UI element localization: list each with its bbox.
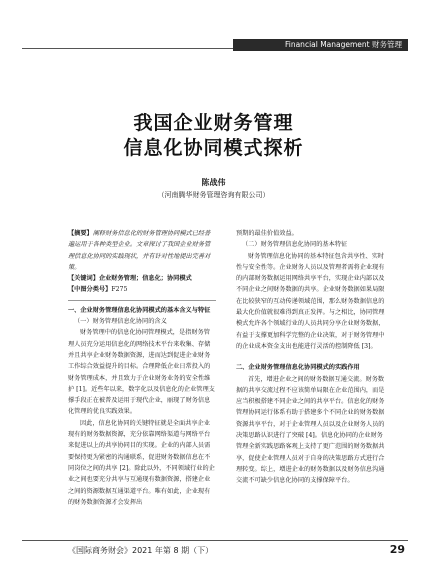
- keywords: [68, 273, 216, 284]
- abstract-label: 【摘要】: [68, 230, 93, 237]
- classification-code: F275: [111, 286, 128, 294]
- abstract-divider: [68, 300, 216, 301]
- abstract-text: 阐释财务信息化的财务管理协同模式已经普遍运用于各种类型企业。文章探讨了我国企业财务管理信息化协同的实践现状，并有针对性地提出完善对策。: [68, 230, 211, 271]
- right-column: [236, 228, 386, 487]
- classification: [68, 284, 216, 295]
- keywords-label: 【关键词】: [68, 275, 99, 283]
- keywords-text: 企业财务管理；信息化；协同模式: [98, 275, 192, 283]
- section-2-heading: 二、企业财务管理信息化协同模式的实践作用: [236, 364, 360, 372]
- author-affiliation: （河南腾华财务管理咨询有限公司）: [157, 191, 270, 199]
- paragraph: 首先，增进企业之间的财务数据互通交流。财务数据的共享交流过程不应该简单局限在企业范围内，而是应当积极搭建不同企业之间的共享平台。信息化的财务管理协同运行体系有助于搭建多个不同企业的财务数据资源共享平台，对于企业管理人员以及企业财务人员的决策思路认识进行了突破 [4]。信息化协同的企业财务管理全新实践思路客观上支持了更广范围的财务数据共享，促使企业管理人员对于自身的决策思路方式进行合理转变。综上，增进企业的财务数据以及财务信息沟通交流不可缺少信息化协同的支撑保障平台。: [236, 375, 385, 485]
- paragraph: 因此，信息化协同的关键特征就是全面共享企业现有的财务数据资源，充分依靠网络渠道与网络平台来促进以上的共享协同目的实现。企业的内部人员需要保持更为紧密的沟通联系，促进财务数据信息在不同岗位之间的共享 [2]。除此以外，不同领域行业的企业之间也要充分共享与互通现有数据资源，搭建企业之间的资源数据互通渠道平台。唯有如此，企业现有的财务数据资源才会发挥出: [68, 419, 215, 506]
- running-header: Financial Management 财务管理: [233, 39, 408, 51]
- article-title-line-1: 我国企业财务管理: [133, 112, 294, 134]
- journal-citation: 《国际商务财会》2021 年第 8 期（下）: [68, 546, 214, 555]
- paragraph: 预期的最佳价值效益。: [236, 230, 298, 237]
- section-1-heading: 一、企业财务管理信息化协同模式的基本含义与特征: [68, 306, 211, 314]
- abstract: [68, 228, 216, 273]
- article-title-line-2: 信息化协同模式探析: [123, 137, 304, 159]
- author-name: 陈战伟: [201, 178, 226, 187]
- subsection-2-heading: （二）财务管理信息化协同的基本特征: [242, 241, 348, 249]
- page-number: 29: [389, 543, 405, 556]
- classification-label: 【中图分类号】: [68, 286, 112, 294]
- paragraph: 财务管理信息化协同的基本特征包含共享性、实时性与安全性等。企业财务人员以及管理者需将企业现有的内部财务数据运用网络共享平台，实现企业内部以及不同企业之间财务数据的共享。企业财务数据如果局限在比较狭窄的互动传递领域范围，那么财务数据信息的最大化价值就很难得到真正发挥。与之相比，协同管理模式允许各个领域行业的人员共同分享企业财务数据，有益于支撑更加科学完整的企业决策，对于财务管理中的企业成本资金支出也能进行灵活的控制降低 [3]。: [236, 252, 385, 350]
- paragraph: 财务管理中的信息化协同管理模式，是指财务管理人员充分运用信息化的网络技术平台来收集、存储并且共享企业财务数据资源，进而达到促进企业财务工作综合效益提升的目标。合理降低企业日常投入的财务管理成本，并且致力于企业财务业务的安全性维护 [1]。近些年以来，数字化以及信息化的企业管理支撑手段正在被普及运用于现代企业，丽现了财务信息化管理的优良实践效果。: [68, 329, 215, 416]
- footer-rule: [22, 540, 408, 541]
- left-column: [68, 228, 216, 508]
- subsection-1-heading: （一）财务管理信息化协同的含义: [74, 318, 167, 326]
